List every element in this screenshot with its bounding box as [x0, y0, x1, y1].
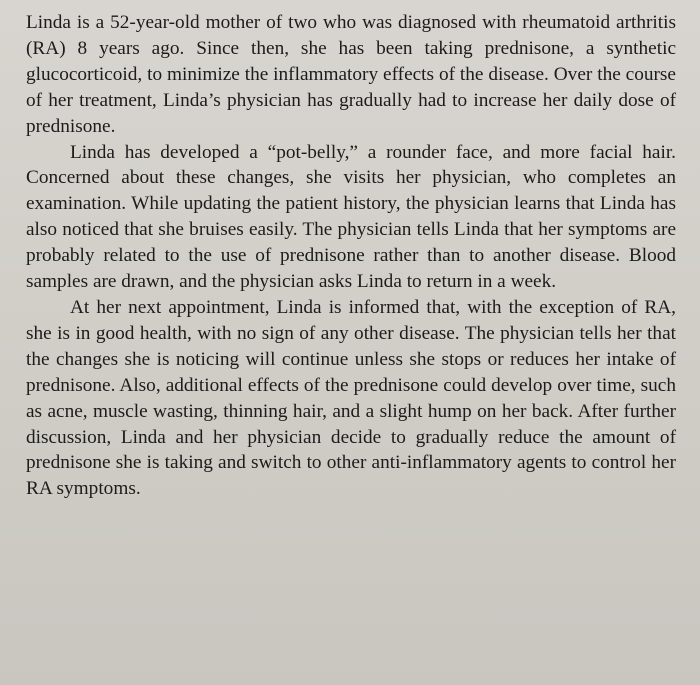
paragraph-3: At her next appointment, Linda is informed that, with the exception of RA, she is in good health, with no sign of any other disease. The physician tells her that the changes she is noticing will continue unless she stops or reduces her intake of prednisone. Also, additional effects of the prednisone could develop over time, such as acne, muscle wasting, thinning hair, and a slight hump on her back. After further discussion, Linda and her physician decide to gradually reduce the amount of prednisone she is taking and switch to other anti-inflammatory agents to control her RA symptoms. — [26, 296, 676, 500]
paragraph-2: Linda has developed a “pot-belly,” a rounder face, and more facial hair. Concerned about these changes, she visits her physician, who completes an examination. While updating the patient history, the physician learns that Linda has also noticed that she bruises easily. The physician tells Linda that her symptoms are probably related to the use of prednisone rather than to another disease. Blood samples are drawn, and the physician asks Linda to return in a week. — [26, 141, 676, 293]
paragraph-1: Linda is a 52-year-old mother of two who was diagnosed with rheumatoid arthritis (RA) 8 years ago. Since then, she has been taking prednisone, a synthetic glucocorticoid, to minimize the inflammatory effects of the disease. Over the course of her treatment, Linda’s physician has gradually had to increase her daily dose of prednisone. — [26, 12, 676, 137]
case-study-text — [26, 10, 676, 502]
